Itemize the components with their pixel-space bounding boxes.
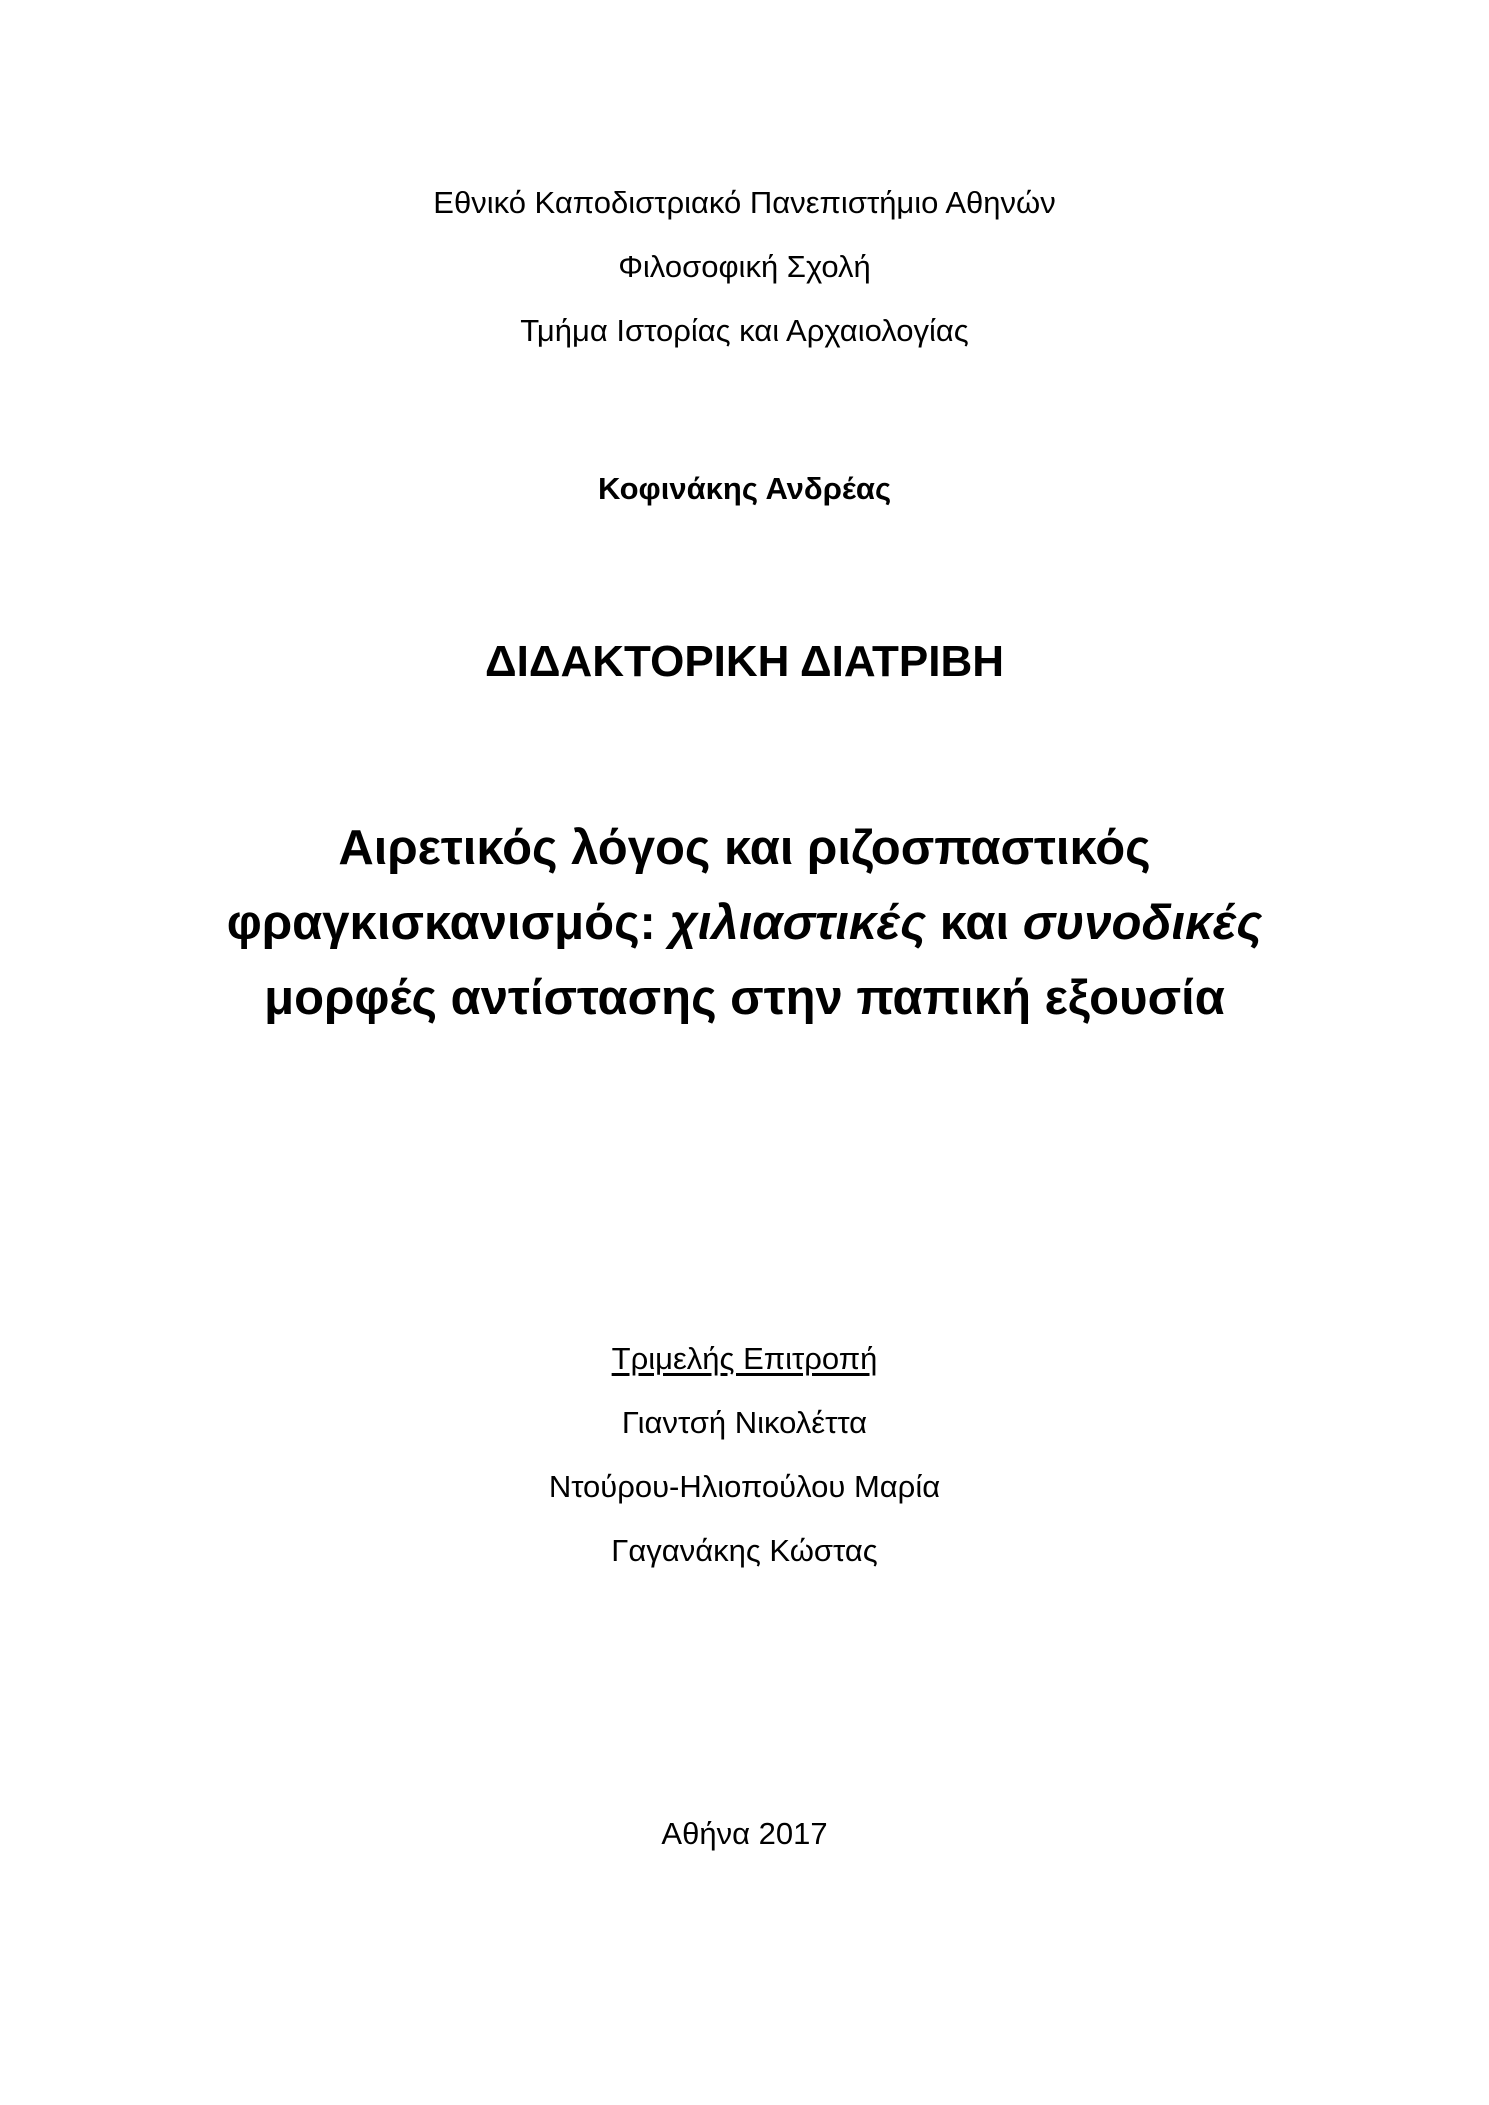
title-line-2-text-b: και: [926, 896, 1023, 950]
title-line-1: Αιρετικός λόγος και ριζοσπαστικός: [338, 821, 1151, 875]
title-line-2-text-a: φραγκισκανισμός:: [226, 896, 670, 950]
school-name: Φιλοσοφική Σχολή: [618, 249, 871, 284]
title-line-2: [0, 893, 1489, 953]
committee-heading: Τριμελής Επιτροπή: [611, 1341, 878, 1376]
university-name: Εθνικό Καποδιστριακό Πανεπιστήμιο Αθηνών: [433, 185, 1056, 220]
committee-member: Γιαντσή Νικολέττα: [621, 1405, 868, 1440]
document-type: ΔΙΔΑΚΤΟΡΙΚΗ ΔΙΑΤΡΙΒΗ: [484, 637, 1005, 686]
title-line-3: μορφές αντίστασης στην παπική εξουσία: [264, 971, 1225, 1025]
committee-member: Γαγανάκης Κώστας: [611, 1533, 878, 1568]
place-and-year: Αθήνα 2017: [661, 1816, 828, 1851]
title-line-2-italic-b: συνοδικές: [1022, 896, 1263, 950]
department-name: Τμήμα Ιστορίας και Αρχαιολογίας: [520, 313, 969, 348]
title-line-2-italic-a: χιλιαστικές: [669, 896, 927, 950]
committee-member: Ντούρου-Ηλιοπούλου Μαρία: [548, 1469, 941, 1504]
author-name: Κοφινάκης Ανδρέας: [597, 471, 892, 506]
